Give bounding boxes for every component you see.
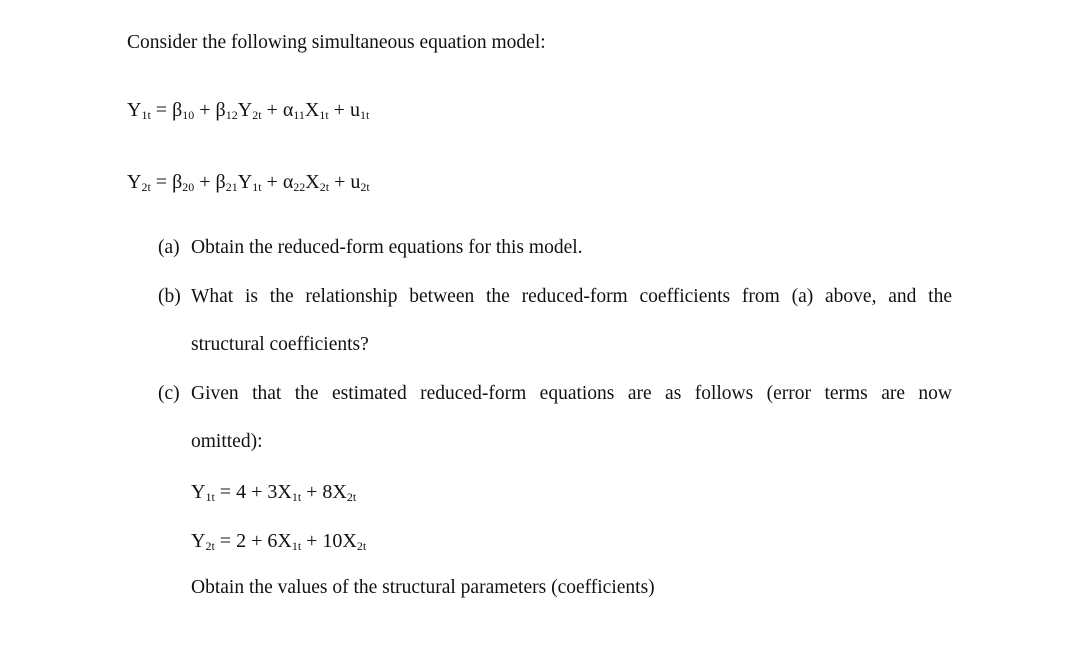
question-a-text: Obtain the reduced-form equations for this model. bbox=[191, 237, 583, 258]
req1-rhs-a: = 4 + 3X bbox=[219, 481, 292, 503]
eq2-lhs: Y bbox=[127, 171, 142, 193]
eq2-beta0-sub: 20 bbox=[182, 180, 195, 194]
question-c-label: (c) bbox=[158, 383, 180, 404]
req2-rhs-a: = 2 + 6X bbox=[219, 530, 292, 552]
eq2-x: X bbox=[305, 171, 320, 193]
eq1-u-sub: 1t bbox=[359, 108, 370, 122]
eq1-beta1: β bbox=[215, 99, 226, 121]
eq2-beta1: β bbox=[215, 171, 226, 193]
structural-equation-1 bbox=[127, 98, 369, 127]
question-a-label: (a) bbox=[158, 237, 180, 258]
eq1-plus3: + bbox=[333, 99, 345, 121]
eq1-plus2: + bbox=[266, 99, 278, 121]
question-a bbox=[158, 236, 583, 260]
req1-lhs-sub: 1t bbox=[205, 490, 215, 504]
eq2-u: u bbox=[350, 171, 361, 193]
req2-rhs-b: + 10X bbox=[306, 530, 357, 552]
req1-rhs-a-sub: 1t bbox=[291, 490, 302, 504]
eq2-alpha-sub: 22 bbox=[293, 180, 306, 194]
eq1-u: u bbox=[349, 99, 360, 121]
eq1-x-sub: 1t bbox=[319, 108, 329, 122]
eq1-x: X bbox=[304, 99, 320, 121]
eq1-y-sub: 2t bbox=[252, 108, 262, 122]
eq2-beta0: β bbox=[172, 171, 183, 193]
eq1-lhs-sub: 1t bbox=[141, 108, 151, 122]
eq2-beta1-sub: 21 bbox=[225, 180, 238, 194]
structural-equation-2 bbox=[127, 170, 370, 199]
eq2-plus3: + bbox=[334, 171, 346, 193]
intro-text: Consider the following simultaneous equation model: bbox=[127, 32, 546, 53]
eq2-lhs-sub: 2t bbox=[141, 180, 151, 194]
req1-rhs-b-sub: 2t bbox=[346, 490, 357, 504]
req1-lhs: Y bbox=[191, 481, 206, 503]
question-b-label: (b) bbox=[158, 286, 181, 307]
question-b-line1: What is the relationship between the reduced-form coefficients from (a) above, and the bbox=[191, 286, 952, 307]
question-c-line1: Given that the estimated reduced-form equations are as follows (error terms are now bbox=[191, 383, 952, 404]
eq2-alpha: α bbox=[282, 171, 294, 193]
eq1-equals: = bbox=[155, 99, 168, 121]
eq2-equals: = bbox=[155, 171, 168, 193]
req1-rhs-b: + 8X bbox=[306, 481, 347, 503]
eq1-y: Y bbox=[237, 99, 253, 121]
question-c-line2: omitted): bbox=[191, 431, 263, 452]
eq2-y: Y bbox=[237, 171, 253, 193]
req2-rhs-b-sub: 2t bbox=[356, 539, 367, 553]
eq1-beta0: β bbox=[172, 99, 183, 121]
eq1-beta0-sub: 10 bbox=[182, 108, 195, 122]
eq2-plus1: + bbox=[199, 171, 211, 193]
eq1-beta1-sub: 12 bbox=[225, 108, 238, 122]
eq1-plus1: + bbox=[199, 99, 211, 121]
question-b-line2: structural coefficients? bbox=[191, 334, 369, 355]
eq2-plus2: + bbox=[266, 171, 278, 193]
eq2-y-sub: 1t bbox=[252, 180, 262, 194]
eq1-lhs: Y bbox=[127, 99, 142, 121]
eq2-u-sub: 2t bbox=[360, 180, 370, 194]
eq1-alpha: α bbox=[282, 99, 294, 121]
eq1-alpha-sub: 11 bbox=[293, 108, 305, 122]
req2-rhs-a-sub: 1t bbox=[291, 539, 302, 553]
reduced-equation-2 bbox=[191, 529, 366, 558]
reduced-equation-1 bbox=[191, 480, 356, 509]
final-instruction: Obtain the values of the structural parameters (coefficients) bbox=[191, 577, 655, 598]
eq2-x-sub: 2t bbox=[319, 180, 330, 194]
req2-lhs: Y bbox=[191, 530, 206, 552]
req2-lhs-sub: 2t bbox=[205, 539, 215, 553]
